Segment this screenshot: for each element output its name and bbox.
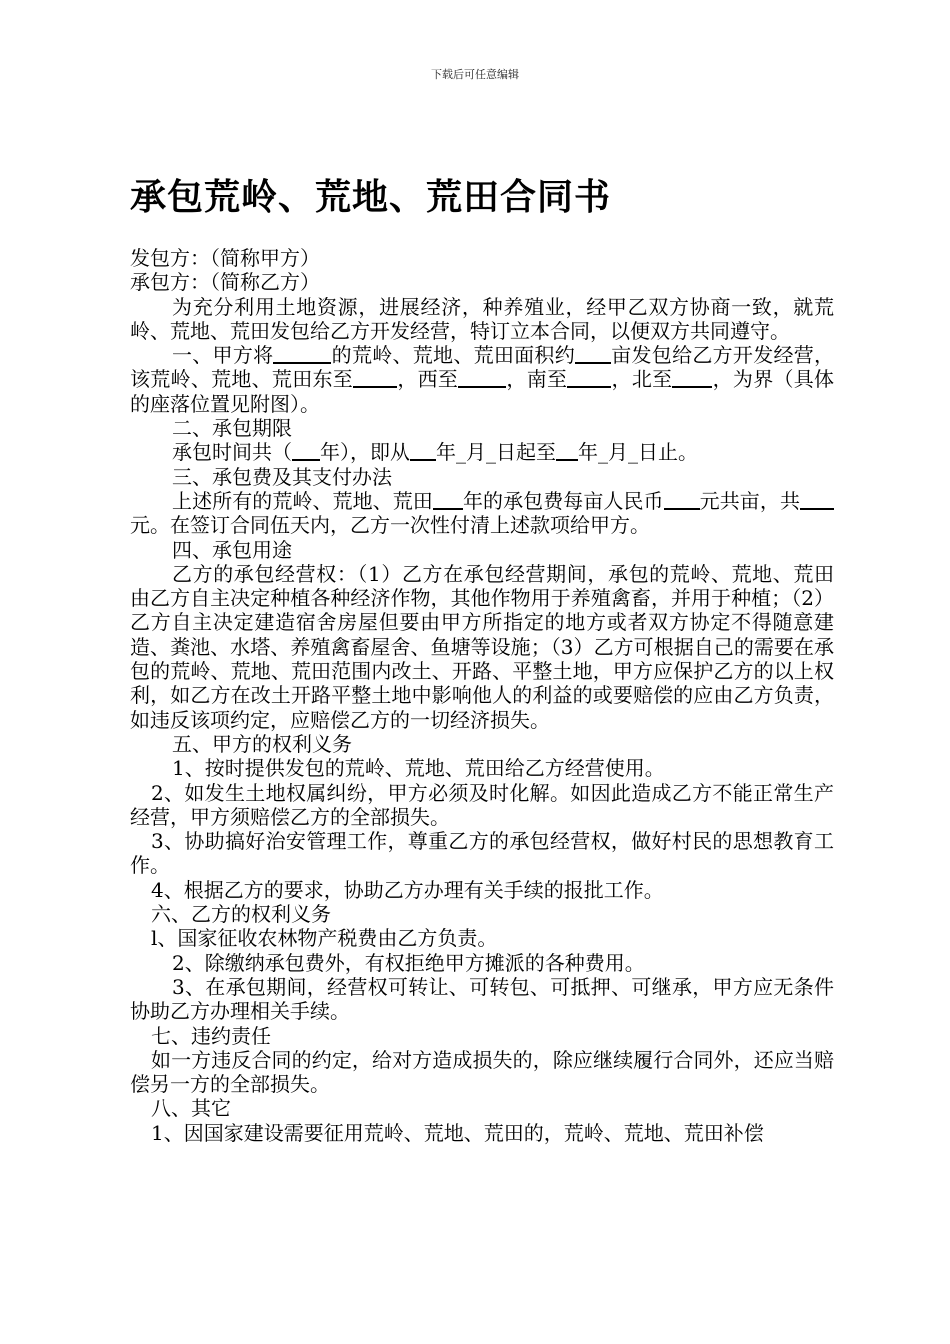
preamble-paragraph: 为充分利用土地资源，进展经济，种养殖业，经甲乙双方协商一致，就荒岭、荒地、荒田发包给乙方开发经营，特订立本合同，以便双方共同遵守。 [130, 294, 834, 343]
blank-field [273, 344, 331, 364]
section-3-heading: 三、承包费及其支付办法 [172, 464, 392, 489]
term-text-c: 年_月_日起至 [436, 440, 556, 465]
other-clause-1: 1、因国家建设需要征用荒岭、荒地、荒田的，荒岭、荒地、荒田补偿 [151, 1120, 764, 1145]
fee-text-d: 元。在签订合同伍天内，乙方一次性付清上述款项给甲方。 [130, 513, 650, 538]
blank-field [672, 368, 712, 388]
clause-1-text-e: ，南至 [506, 367, 568, 392]
blank-field [458, 368, 506, 388]
party-b-line: 承包方：（简称乙方） [130, 270, 320, 295]
clause-1-text-c: 亩发包给乙方开发经营，该荒岭、荒地、荒田东至 [130, 343, 835, 392]
usage-paragraph: 乙方的承包经营权：（1）乙方在承包经营期间，承包的荒岭、荒地、荒田由乙方自主决定种植各种经济作物，其他作物用于养殖禽畜，并用于种植；（2）乙方自主决定建造宿舍房屋但要由甲方所指定的地方或者双方协定不得随意建造、粪池、水塔、养殖禽畜屋舍、鱼塘等设施；（3）乙方可根据自己的需要在承包的荒岭、荒地、荒田范围内改土、开路、平整土地，甲方应保护乙方的以上权利，如乙方在改土开路平整土地中影响他人的利益的或要赔偿的应由乙方负责，如违反该项约定，应赔偿乙方的一切经济损失。 [130, 561, 834, 732]
party-b-right-1: l、国家征收农林物产税费由乙方负责。 [151, 926, 498, 951]
fee-text-c: 元共亩，共 [699, 488, 801, 513]
section-5-heading: 五、甲方的权利义务 [172, 731, 352, 756]
section-8-heading: 八、其它 [151, 1096, 231, 1121]
clause-1-paragraph [130, 343, 834, 416]
blank-field [410, 441, 436, 461]
blank-field [664, 490, 700, 510]
party-a-duty-1: 1、按时提供发包的荒岭、荒地、荒田给乙方经营使用。 [172, 756, 665, 781]
blank-field [353, 368, 397, 388]
blank-field [575, 344, 611, 364]
clause-1-text-f: ，北至 [611, 367, 673, 392]
term-text-d: 年_月_日止。 [578, 440, 698, 465]
fee-text-b: 年的承包费每亩人民币 [462, 488, 664, 513]
page-title: 承包荒岭、荒地、荒田合同书 [130, 177, 612, 218]
term-text-a: 承包时间共（ [172, 440, 292, 465]
clause-1-text-g: ，为界（具体的座落位置见附图）。 [130, 367, 835, 416]
party-b-right-2: 2、除缴纳承包费外，有权拒绝甲方摊派的各种费用。 [172, 950, 645, 975]
party-a-line: 发包方：（简称甲方） [130, 246, 320, 270]
blank-field [800, 490, 834, 510]
clause-1-text-b: 的荒岭、荒地、荒田面积约 [331, 343, 575, 368]
header-note: 下载后可任意编辑 [431, 68, 519, 81]
fee-paragraph [130, 489, 834, 538]
blank-field [433, 490, 463, 510]
clause-1-text-d: ，西至 [397, 367, 459, 392]
section-4-heading: 四、承包用途 [172, 537, 292, 562]
section-2-heading: 二、承包期限 [172, 416, 292, 441]
blank-field [567, 368, 611, 388]
breach-paragraph: 如一方违反合同的约定，给对方造成损失的，除应继续履行合同外，还应当赔偿另一方的全部损失。 [130, 1047, 834, 1097]
party-a-duty-3: 3、协助搞好治安管理工作，尊重乙方的承包经营权，做好村民的思想教育工作。 [130, 829, 834, 878]
contract-body [130, 246, 834, 1145]
fee-text-a: 上述所有的荒岭、荒地、荒田 [172, 488, 433, 513]
term-paragraph [130, 440, 834, 464]
section-7-heading: 七、违约责任 [151, 1023, 271, 1048]
party-a-duty-4: 4、根据乙方的要求，协助乙方办理有关手续的报批工作。 [151, 877, 664, 902]
term-text-b: 年），即从 [320, 440, 410, 465]
party-b-right-3: 3、在承包期间，经营权可转让、可转包、可抵押、可继承，甲方应无条件协助乙方办理相关手续。 [130, 974, 834, 1024]
party-a-duty-2: 2、如发生土地权属纠纷，甲方必须及时化解。如因此造成乙方不能正常生产经营，甲方须赔偿乙方的全部损失。 [130, 780, 834, 829]
clause-1-text-a: 一、甲方将 [172, 343, 274, 368]
blank-field [556, 441, 578, 461]
section-6-heading: 六、乙方的权利义务 [151, 902, 331, 927]
blank-field [292, 441, 320, 461]
